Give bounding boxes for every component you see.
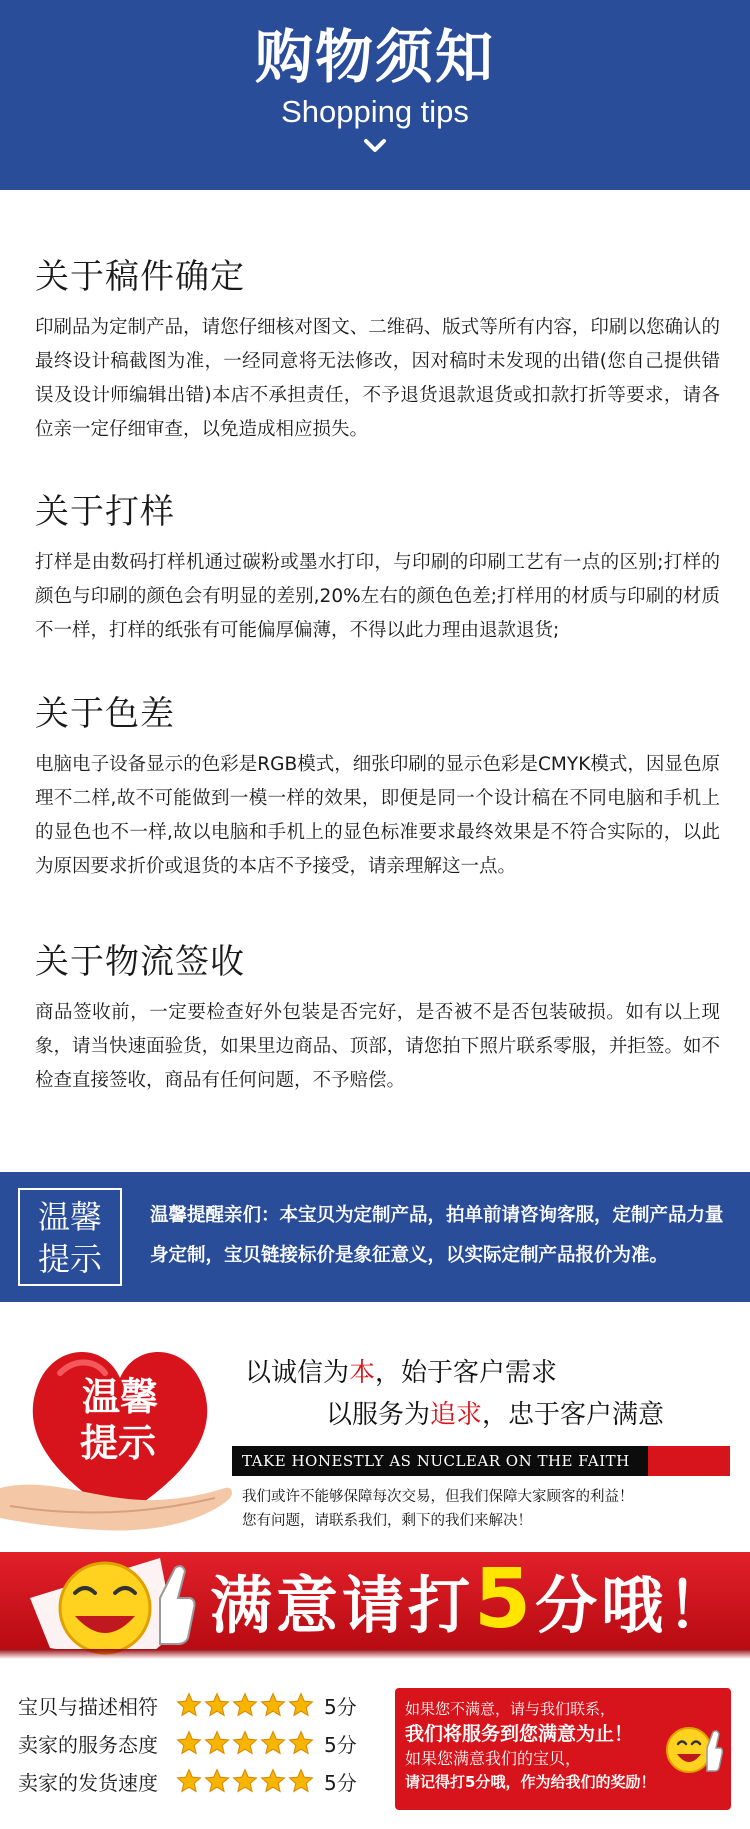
section-body: 商品签收前，一定要检查好外包装是否完好，是否被不是否包装破损。如有以上现象，请当快速面验货，如果里边商品、顶部，请您拍下照片联系零服，并拒签。如不检查直接签收，商品有任何问题，不予赔偿。 [35,1002,720,1091]
slogan-part: ，忠于客户满意 [482,1400,665,1430]
slogan-highlight: 本 [349,1358,376,1388]
banner-five: 5 [474,1552,536,1647]
note-line: 如果您满意我们的宝贝， [405,1749,582,1768]
motto-text: TAKE HONESTLY AS NUCLEAR ON THE FAITH [242,1452,630,1470]
note-line: 请记得打5分哦，作为给我们的奖励！ [405,1773,656,1791]
section-title: 关于打样 [35,492,175,532]
promo-note-2: 您有问题，请联系我们，剩下的我们来解决！ [242,1513,532,1529]
rating-label: 卖家的发货速度 [18,1770,158,1795]
banner-text-part: 分哦！ [535,1569,734,1642]
star-icon [260,1730,286,1756]
motto-band [232,1446,730,1476]
header-banner [0,0,750,190]
rating-score: 5分 [324,1770,357,1795]
section-draft-confirm [35,255,720,447]
heart-text-line1: 温馨 [81,1375,159,1419]
note-line: 如果您不满意，请与我们联系， [405,1700,616,1718]
section-body: 电脑电子设备显示的色彩是RGB模式，细张印刷的显示色彩是CMYK模式，因显色原理不二样,故不可能做到一模一样的效果，即便是同一个设计稿在不同电脑和手机上的显色也不一样,故以电脑和手机上的显色标准要求最终效果是不符合实际的，以此为原因要求折价或退货的本店不予接受，请亲理解这一点。 [35,754,720,877]
star-icon [176,1768,202,1794]
star-icon [232,1692,258,1718]
slogan-part: 以服务为 [326,1400,431,1430]
section-title: 关于色差 [35,694,175,734]
promo-area [0,1318,750,1558]
star-icon [176,1730,202,1756]
star-icon [204,1692,230,1718]
slogan-part: 以诚信为 [245,1358,350,1388]
note-line: 我们将服务到您满意为止！ [405,1723,634,1745]
star-icon [288,1692,314,1718]
notice-text: 温馨提醒亲们：本宝贝为定制产品，拍单前请咨询客服，定制产品力量身定制，宝贝链接标价是象征意义，以实际定制产品报价为准。 [150,1205,724,1266]
rating-row [18,1724,368,1762]
star-icon [204,1768,230,1794]
promo-note-1: 我们或许不能够保障每次交易，但我们保障大家顾客的利益！ [242,1489,634,1505]
heart-text-line2: 提示 [79,1421,157,1465]
heart-hands-icon [0,1318,240,1558]
section-body: 打样是由数码打样机通过碳粉或墨水打印，与印刷的印刷工艺有一点的区别;打样的颜色与印刷的颜色会有明显的差别,20%左右的颜色色差;打样用的材质与印刷的材质不一样，打样的纸张有可能偏厚偏薄，不得以此力理由退款退货; [35,552,720,641]
rating-row [18,1762,368,1800]
section-title: 关于物流签收 [35,942,245,982]
banner-shadow [0,1649,750,1659]
section-body: 印刷品为定制产品，请您仔细核对图文、二维码、版式等所有内容，印刷以您确认的最终设计稿截图为准，一经同意将无法修改，因对稿时未发现的出错(您自己提供错误及设计师编辑出错)本店不承担责任，不予退货退款退货或扣款打折等要求，请各位亲一定仔细审查，以免造成相应损失。 [35,317,720,440]
slogan-line-2 [326,1398,664,1432]
section-title: 关于稿件确定 [35,257,245,297]
slogan-part: ，始于客户需求 [375,1358,558,1388]
notice-band [0,1172,750,1302]
rating-stars [176,1730,316,1756]
star-icon [260,1692,286,1718]
smiley-icon [661,1718,723,1778]
section-proofing [35,490,720,648]
star-icon [204,1730,230,1756]
notice-label-line: 提示 [37,1240,102,1278]
star-icon [288,1730,314,1756]
rating-label: 卖家的服务态度 [18,1732,158,1757]
notice-label-box [18,1188,122,1286]
ratings-list [18,1686,368,1800]
rating-row [18,1686,368,1724]
star-icon [176,1692,202,1718]
star-icon [260,1768,286,1794]
page-title: 购物须知 [254,23,495,91]
feedback-note [395,1688,731,1810]
section-delivery-signoff [35,940,720,1098]
rating-stars [176,1692,316,1718]
slogan-line-1 [245,1356,557,1390]
notice-label-line: 温馨 [37,1198,102,1236]
rating-stars [176,1768,316,1794]
rating-score: 5分 [324,1732,357,1757]
rating-score: 5分 [324,1694,357,1719]
motto-band-accent [648,1446,730,1476]
rate-banner-text [210,1552,734,1648]
star-icon [288,1768,314,1794]
banner-text-part: 满意请打 [210,1569,475,1642]
star-icon [232,1768,258,1794]
section-color-difference [35,692,720,884]
slogan-highlight: 追求 [430,1400,483,1430]
chevron-down-icon [361,136,389,156]
star-icon [232,1730,258,1756]
page-subtitle: Shopping tips [281,94,469,129]
rate-banner [0,1552,750,1649]
rating-label: 宝贝与描述相符 [18,1694,158,1719]
